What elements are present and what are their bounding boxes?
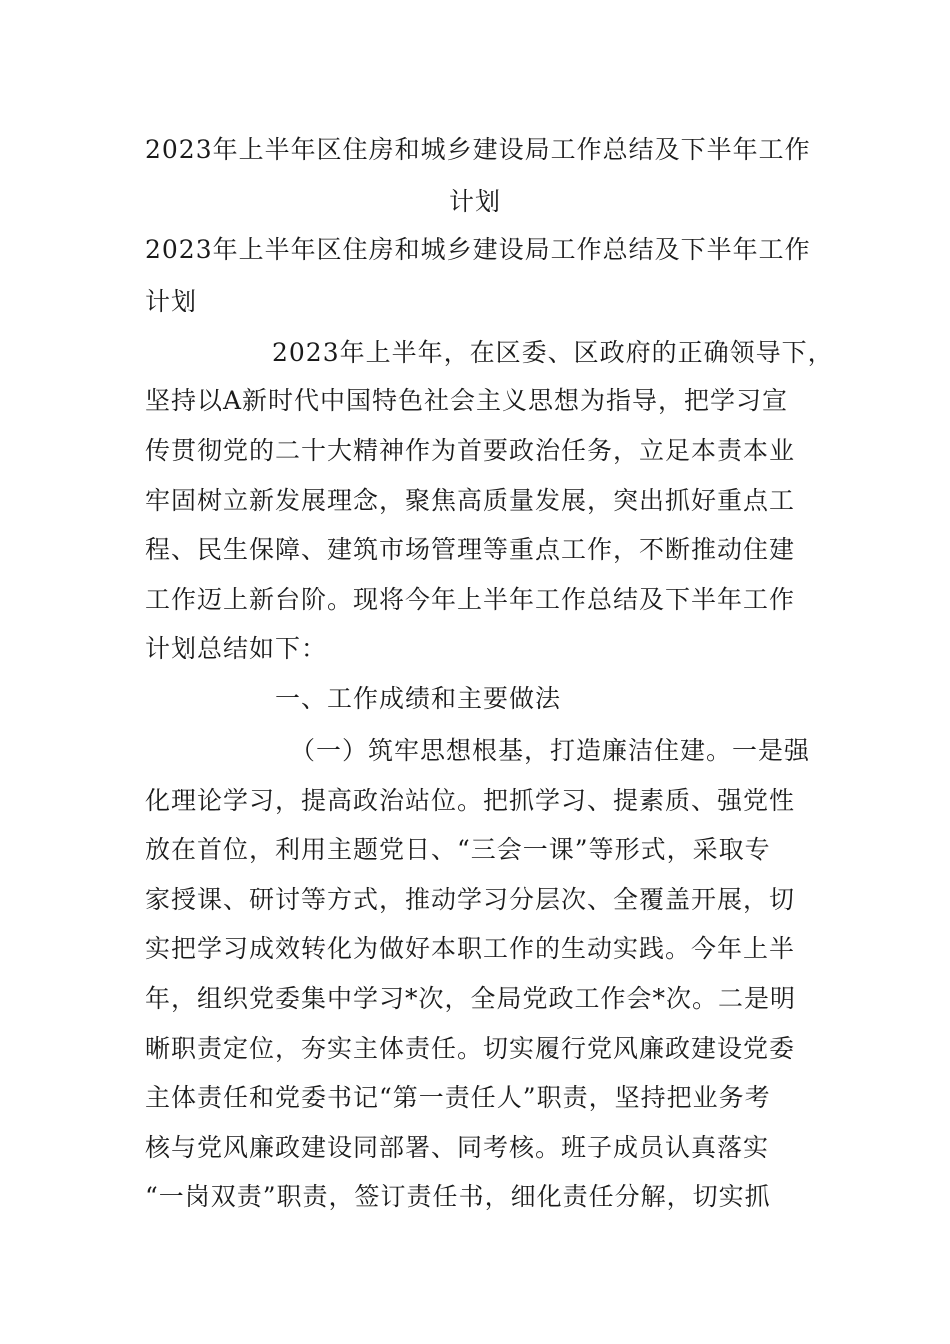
subtitle-line-2: 计划 [145,287,198,316]
intro-paragraph-line: 牢固树立新发展理念，聚焦高质量发展，突出抓好重点工 [145,486,796,515]
intro-paragraph-line: 坚持以A新时代中国特色社会主义思想为指导，把学习宣 [145,386,789,415]
intro-paragraph-line: 工作迈上新台阶。现将今年上半年工作总结及下半年工作 [145,585,796,614]
section-body-line: 晰职责定位，夯实主体责任。切实履行党风廉政建设党委 [145,1034,796,1063]
section-body-line: 主体责任和党委书记“第一责任人”职责，坚持把业务考 [145,1083,771,1112]
section-body-line: “一岗双责”职责，签订责任书，细化责任分解，切实抓 [145,1182,771,1211]
section-body-line: 核与党风廉政建设同部署、同考核。班子成员认真落实 [145,1133,770,1162]
section-body-line: 放在首位，利用主题党日、“三会一课”等形式，采取专 [145,835,771,864]
document-title-line-1: 2023年上半年区住房和城乡建设局工作总结及下半年工作 [145,135,811,164]
document-title-line-2: 计划 [448,187,501,216]
intro-paragraph-line: 程、民生保障、建筑市场管理等重点工作，不断推动住建 [145,535,796,564]
section-heading: 一、工作成绩和主要做法 [275,684,562,713]
section-body-line: 家授课、研讨等方式，推动学习分层次、全覆盖开展，切 [145,885,796,914]
intro-paragraph-line: 计划总结如下： [145,634,328,663]
subtitle-line-1: 2023年上半年区住房和城乡建设局工作总结及下半年工作 [145,235,811,264]
intro-paragraph-line: 2023年上半年，在区委、区政府的正确领导下， [272,338,834,367]
section-body-line: 年，组织党委集中学习*次，全局党政工作会*次。二是明 [145,984,797,1013]
section-body-line: 化理论学习，提高政治站位。把抓学习、提素质、强党性 [145,786,796,815]
section-body-line: （一）筑牢思想根基，打造廉洁住建。一是强 [290,736,811,765]
section-body-line: 实把学习成效转化为做好本职工作的生动实践。今年上半 [145,934,796,963]
intro-paragraph-line: 传贯彻党的二十大精神作为首要政治任务，立足本责本业 [145,436,796,465]
